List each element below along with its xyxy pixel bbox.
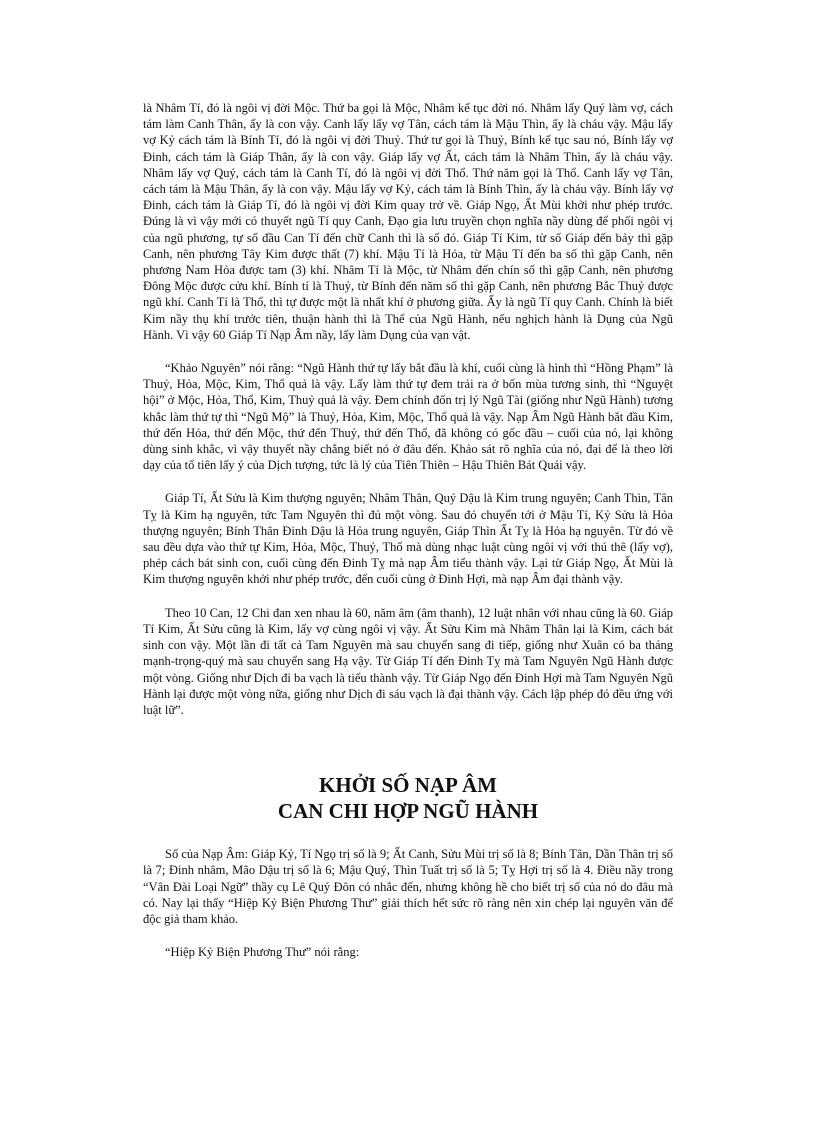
section-heading-line-2: CAN CHI HỢP NGŨ HÀNH [277,799,539,824]
paragraph-ngu-ti-quy-canh: là Nhâm Tí, đó là ngôi vị đời Mộc. Thứ ba gọi là Mộc, Nhâm kế tục đời nó. Nhâm lấy Quý làm vợ, cách tám làm Canh Thân, ấy là con vậy. Canh lấy lấy vợ Tân, cách tám là Mậu Thìn, ấy là cháu vậy. Mậu lấy vợ Kỷ cách tám là Bính Tí, đó là ngôi vị đời Thuỷ. Thứ tư gọi là Thuỷ, Bính kế tục sau nó, Bính lấy vợ Đinh, cách tám là Giáp Thân, ấy là con vậy. Giáp lấy vợ Ất, cách tám là Nhâm Thìn, ấy là cháu vậy. Nhâm lấy vợ Quý, cách tám là Canh Tí, đó là ngôi vị đời Thổ. Thứ năm gọi là Thổ. Canh lấy vợ Tân, cách tám là Mậu Thân, ấy là con vậy. Mậu lấy vợ Kỷ, cách tám là Bính Thìn, ấy là cháu vậy. Bính lấy vợ Đinh, cách tám là Giáp Tí, đó là ngôi vị đời Kim quay trở về. Giáp Ngọ, Ất Mùi khởi như phép trước. Đúng là vì vậy mới có thuyết ngũ Tí quy Canh, Đạo gia lưu truyền chọn nghĩa nầy dùng để phối ngôi vị của ngũ phương, tự số đầu Can Tí đến chữ Canh thì là số đó. Giáp Tí Kim, từ số Giáp đến bảy thì gặp Canh, nên phương Tây Kim được thất (7) khí. Mậu Tí là Hỏa, từ Mậu Tí đến ba số thì gặp Canh, nên phương Nam Hỏa được tam (3) khí. Nhâm Tí là Mộc, từ Nhâm đến chín số thì gặp Canh, nên phương Đông Mộc được cửu khí. Bính tí là Thuỷ, từ Bính đến năm số thì gặp Canh, nên phương Bắc Thuỷ được ngũ khí. Canh Tí là Thổ, thì tự được một là nhất khí ở phương giữa. Ấy là ngũ Tí quy Canh. Chính là biết Kim nầy thụ khí trước tiên, thuận hành thì là Thể của Ngũ Hành, nếu nghịch hành là Dụng của Ngũ Hành. Vì vậy 60 Giáp Tí Nạp Âm nầy, lấy làm Dụng của vạn vật. [143,101,673,342]
section-heading-line-1: KHỞI SỐ NẠP ÂM [319,773,497,798]
section-heading [143,772,673,824]
paragraph-hiep-ky-quote-intro: “Hiệp Kỷ Biện Phương Thư” nói rằng: [165,945,360,960]
paragraph-khao-nguyen: “Khảo Nguyên” nói rằng: “Ngũ Hành thứ tự lấy bắt đầu là khí, cuối cùng là hình thì “Hồng Phạm” là Thuỷ, Hỏa, Mộc, Kim, Thổ quả là vậy. Lấy làm thứ tự đem trải ra ở bốn mùa tương sinh, thì “Nguyệt hội” ở Mộc, Hỏa, Thổ, Kim, Thuỷ quả là vậy. Đem chính đốn trị lý Ngũ Tài (giống như Ngũ Hành) tương khắc làm thứ tự thì “Ngũ Mộ” là Thuỷ, Hỏa, Kim, Mộc, Thổ quả là vậy. Nạp Âm Ngũ Hành bắt đầu Kim, thứ đến Hỏa, thứ đến Mộc, thứ đến Thuỷ, thứ đến Thổ, đã không có gốc đầu – cuối của nó, lại không dùng sinh khắc, vì vậy thuyết nầy chẳng biết nó ở đâu đến. Khảo sát rõ nghĩa của nó, đại để là theo lời dạy của tổ tiên lấy ý của Dịch tượng, tức là lý của Tiên Thiên – Hậu Thiên Bát Quái vậy. [143,361,673,473]
paragraph-so-nap-am: Số của Nạp Âm: Giáp Kỷ, Tí Ngọ trị số là 9; Ất Canh, Sửu Mùi trị số là 8; Bính Tân, Dần Thân trị số là 7; Đinh nhâm, Mão Dậu trị số là 6; Mậu Quý, Thìn Tuất trị số là 5; Tỵ Hợi trị số là 4. Điều nầy trong “Vân Đài Loại Ngữ” thầy cụ Lê Quý Đôn có nhắc đến, nhưng không hề cho biết trị số của nó do đâu mà có. Nay lại thấy “Hiệp Kỷ Biện Phương Thư” giải thích hết sức rõ ràng nên xin chép lại nguyên văn để độc giả tham khảo. [143,847,673,926]
paragraph-tam-nguyen: Giáp Tí, Ất Sửu là Kim thượng nguyên; Nhâm Thân, Quý Dậu là Kim trung nguyên; Canh Thìn, Tân Tỵ là Kim hạ nguyên, tức Tam Nguyên thì đủ một vòng. Sau đó chuyển tới ở Mậu Tí, Kỷ Sửu là Hỏa thượng nguyên; Bính Thân Đinh Dậu là Hỏa trung nguyên, Giáp Thìn Ất Tỵ là Hỏa hạ nguyên. Từ đó về sau đều dựa vào thứ tự Kim, Hỏa, Mộc, Thuỷ, Thổ mà dùng nhạc luật cùng ngôi vị với thú thê (lấy vợ), phép cách bát sinh con, cuối cùng đến Đinh Tỵ mà nạp Âm tiểu thành vậy. Lại từ Giáp Ngọ, Ất Mùi là Kim thượng nguyên khởi như phép trước, đến cuối cùng ở Đinh Hợi, mà nạp Âm đại thành vậy. [143,491,673,587]
paragraph-10-can-12-chi: Theo 10 Can, 12 Chi đan xen nhau là 60, năm âm (âm thanh), 12 luật nhân với nhau cũng là 60. Giáp Tí Kim, Ất Sửu cũng là Kim, lấy vợ cùng ngôi vị vậy. Ất Sửu Kim mà Nhâm Thân lại là Kim, cách bát sinh con vậy. Một lần đi tất cả Tam Nguyên mà sau chuyển sang đi tiếp, giống như Xuân có ba tháng mạnh-trọng-quý mà sau chuyển sang Hạ vậy. Từ Giáp Tí đến Đinh Tỵ mà Tam Nguyên Ngũ Hành được một vòng. Giống như Dịch đi ba vạch là tiểu thành vậy. Từ Giáp Ngọ đến Đinh Hợi mà Tam Nguyên Ngũ Hành lại được một vòng nữa, giống như Dịch đi sáu vạch là đại thành vậy. Cách lập phép đó đều ứng với luật lữ”. [143,605,673,717]
document-page [143,100,673,977]
